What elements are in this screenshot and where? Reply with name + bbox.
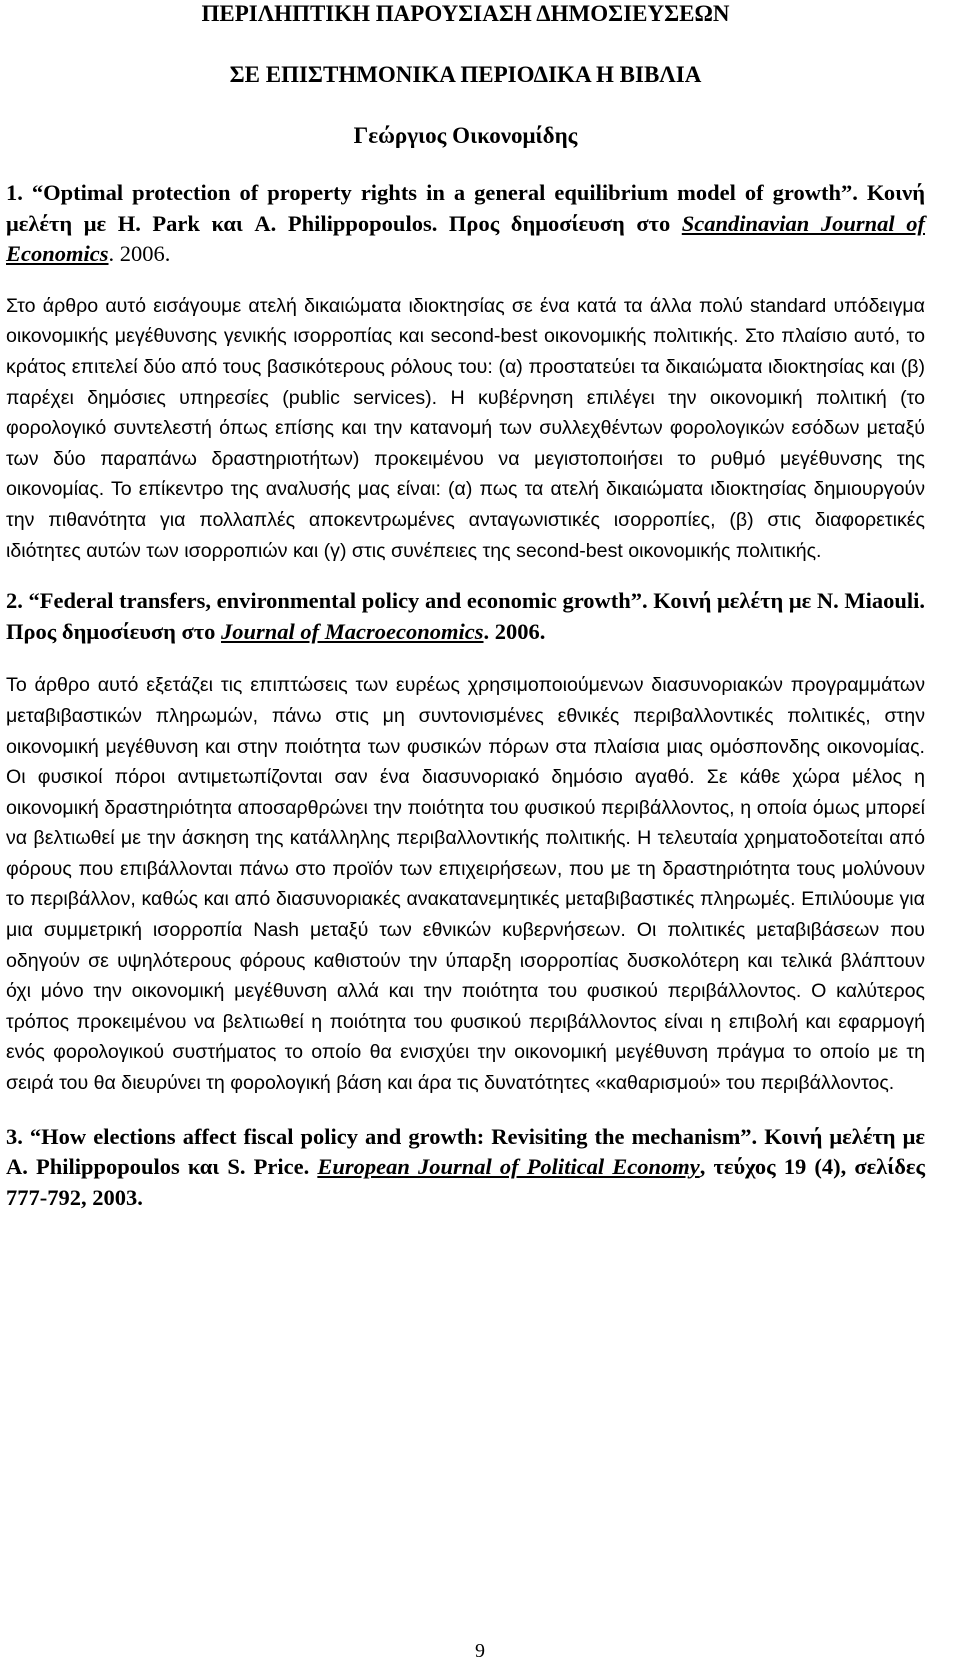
publication-coauthors: Κοινή μελέτη με A. Philippopoulos και S. Price. [6, 1123, 925, 1180]
journal-name: Journal of Macroeconomics [221, 618, 484, 644]
publication-3-citation [6, 1122, 925, 1214]
publication-number: 2. [6, 588, 23, 614]
journal-name: European Journal of Political Economy [317, 1154, 700, 1180]
publication-title: “Federal transfers, environmental policy and economic growth”. [28, 588, 648, 614]
publication-1-citation [6, 178, 925, 270]
publication-details: . 2006. [483, 618, 546, 644]
publication-number: 1. [6, 180, 23, 205]
publication-title: “Optimal protection of property rights in a general equilibrium model of growth”. [31, 180, 858, 205]
publication-2-citation [6, 586, 925, 647]
publication-coauthors: Κοινή μελέτη με H. Park και A. Philippopoulos. [6, 180, 925, 236]
journal-name: Scandinavian Journal of Economics [6, 210, 925, 267]
publication-details: . 2006. [108, 241, 171, 267]
publication-coauthors: Κοινή μελέτη με N. Miaouli. [653, 588, 926, 614]
publication-2-abstract: Το άρθρο αυτό εξετάζει τις επιπτώσεις των ευρέως χρησιμοποιούμενων διασυνοριακών προγραμμάτων μεταβιβαστικών πληρωμών, πάνω στις μη συντονισμένες εθνικές περιβαλλοντικές πολιτικές, στην οικονομική μεγέθυνση και στην ποιότητα των φυσικών πόρων στα πλαίσια μιας ομόσπονδης οικονομίας. Οι φυσικοί πόροι αντιμετωπίζονται σαν ένα διασυνοριακό δημόσιο αγαθό. Σε κάθε χώρα μέλος η οικονομική δραστηριότητα αποσαρθρώνει την ποιότητα του φυσικού περιβάλλοντος, η οποία όμως μπορεί να βελτιωθεί με την άσκηση της κατάλληλης περιβαλλοντικής πολιτικής. Η τελευταία χρηματοδοτείται από φόρους που επιβάλλονται πάνω στο προϊόν των επιχειρήσεων, που με τη δραστηριότητα τους μολύνουν το περιβάλλον, καθώς και από διασυνοριακές ανακατανεμητικές μεταβιβαστικές πληρωμές. Επιλύουμε για μια συμμετρική ισορροπία Nash μεταξύ των εθνικών κυβερνήσεων. Οι πολιτικές μεταβιβάσεων που οδηγούν σε υψηλότερους φόρους καθιστούν την ύπαρξη ισορροπίας δυσκολότερη και τελικά βλάπτουν όχι μόνο την οικονομική μεγέθυνση αλλά και την ποιότητα του φυσικού περιβάλλοντος. Ο καλύτερος τρόπος προκειμένου να βελτιωθεί η ποιότητα του φυσικού περιβάλλοντος είναι η επιβολή και εφαρμογή ενός φορολογικού συστήματος το οποίο θα ενισχύει την οικονομική μεγέθυνση πράγμα το οποίο με τη σειρά του θα διευρύνει τη φορολογική βάση και άρα τις δυνατότητες «καθαρισμού» του περιβάλλοντος. [6, 674, 925, 1095]
author-name: Γεώργιος Οικονομίδης [353, 123, 578, 148]
publication-status: Προς δημοσίευση στο [6, 618, 216, 644]
publication-1-abstract: Στο άρθρο αυτό εισάγουμε ατελή δικαιώματα ιδιοκτησίας σε ένα κατά τα άλλα πολύ standard υπόδειγμα οικονομικής μεγέθυνσης γενικής ισορροπίας και second-best οικονομικής πολιτικής. Στο πλαίσιο αυτό, το κράτος επιτελεί δύο από τους βασικότερους ρόλους του: (α) προστατεύει τα δικαιώματα ιδιοκτησίας και (β) παρέχει δημόσιες υπηρεσίες (public services). Η κυβέρνηση επιλέγει την οικονομική πολιτική (το φορολογικό συντελεστή όπως επίσης και την κατανομή των συλλεχθέντων φορολογικών εσόδων μεταξύ των δύο παραπάνω δραστηριοτήτων) προκειμένου να μεγιστοποιήσει το ρυθμό μεγέθυνσης της οικονομίας. Το επίκεντρο της αναλυσής μας είναι: (α) πως τα ατελή δικαιώματα ιδιοκτησίας δημιουργούν την πιθανότητα για πολλαπλές αποκεντρωμένες ανταγωνιστικές ισορροπίες, (β) στις διαφορετικές ιδιότητες αυτών των ισορροπιών και (γ) στις συνέπειες της second-best οικονομικής πολιτικής. [6, 294, 925, 562]
publication-number: 3. [6, 1123, 23, 1149]
page-number: 9 [475, 1640, 485, 1662]
publication-details: , τεύχος 19 (4), σελίδες 777-792, 2003. [6, 1154, 925, 1210]
publication-title: “How elections affect fiscal policy and growth: Revisiting the mechanism”. [29, 1123, 758, 1149]
document-title-line-2: ΣΕ ΕΠΙΣΤΗΜΟΝΙΚΑ ΠΕΡΙΟΔΙΚΑ Η ΒΙΒΛΙΑ [229, 62, 702, 87]
document-title-line-1: ΠΕΡΙΛΗΠΤΙΚΗ ΠΑΡΟΥΣΙΑΣΗ ΔΗΜΟΣΙΕΥΣΕΩΝ [201, 1, 730, 26]
publication-status: Προς δημοσίευση στο [448, 210, 671, 236]
